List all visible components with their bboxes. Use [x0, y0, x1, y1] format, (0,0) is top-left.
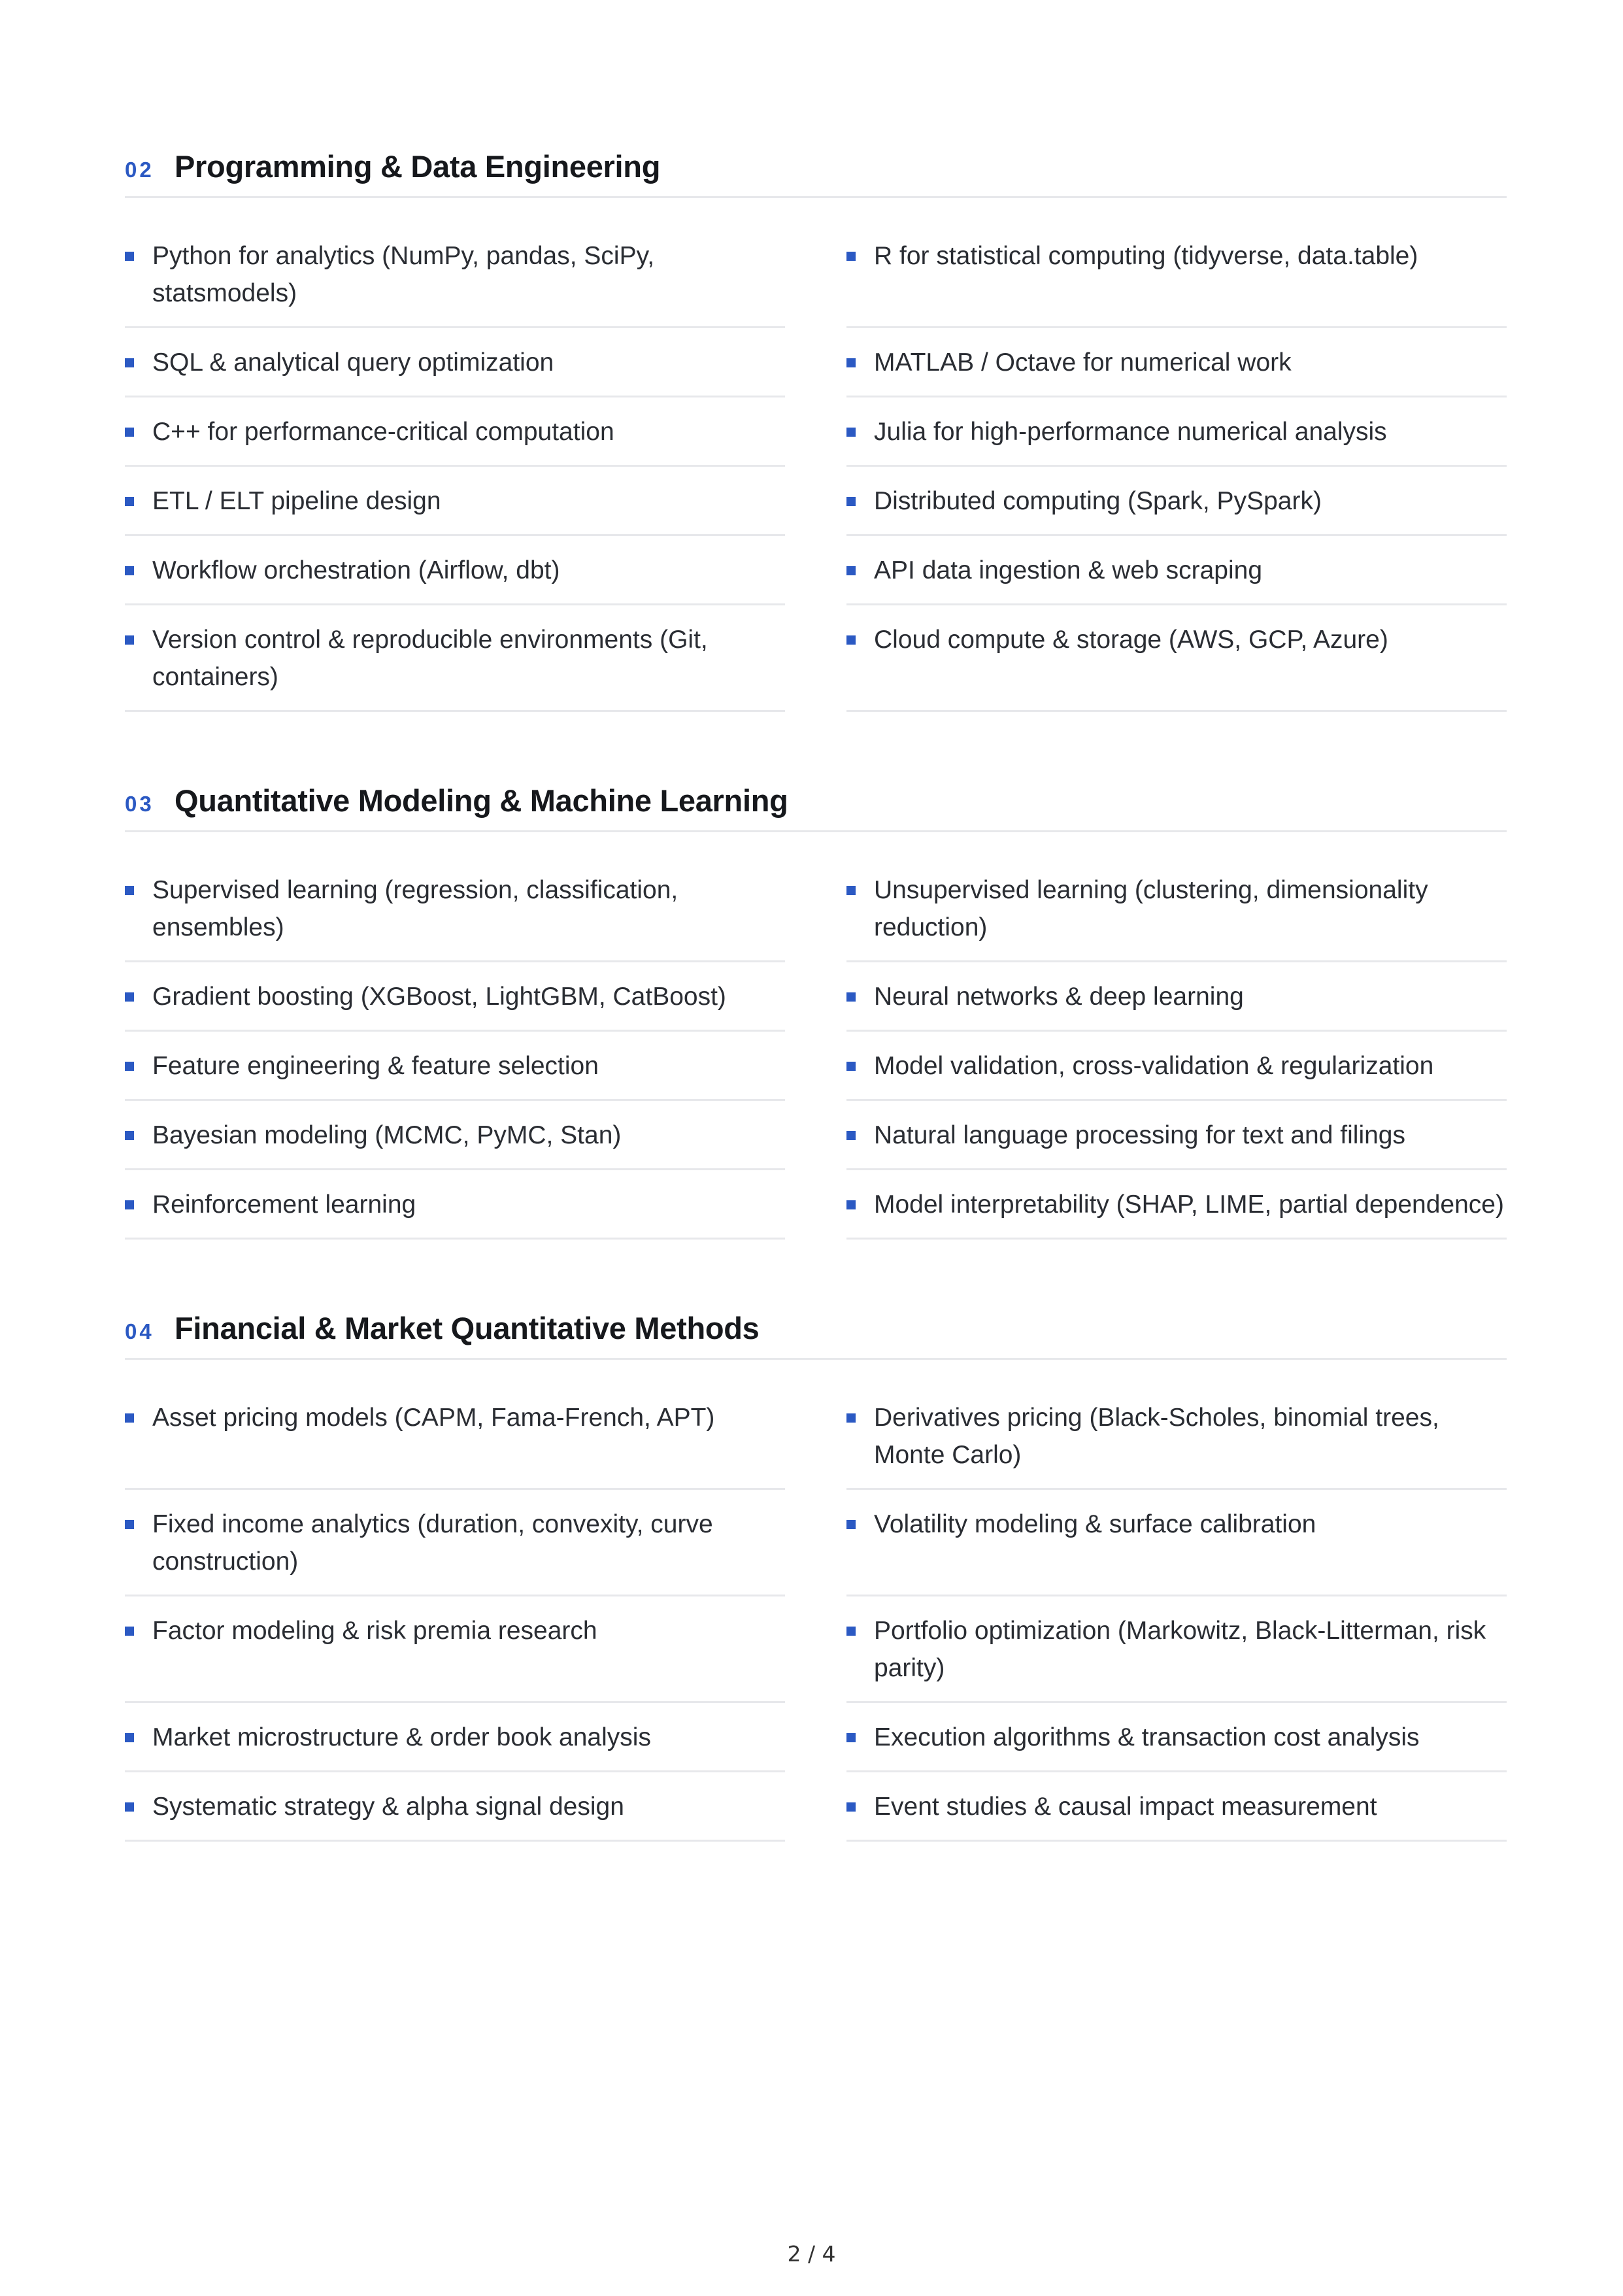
bullet-square-icon [846, 1733, 856, 1742]
bullet-square-icon [846, 1627, 856, 1636]
list-item: Portfolio optimization (Markowitz, Black-Litterman, risk parity) [846, 1596, 1507, 1703]
list-item: Systematic strategy & alpha signal design [125, 1772, 785, 1842]
list-item: MATLAB / Octave for numerical work [846, 328, 1507, 397]
section-number: 03 [125, 792, 154, 816]
bullet-square-icon [846, 992, 856, 1002]
skills-list [125, 1383, 1507, 1842]
list-item: Feature engineering & feature selection [125, 1032, 785, 1101]
list-item: Model validation, cross-validation & regularization [846, 1032, 1507, 1101]
bullet-square-icon [846, 1802, 856, 1812]
list-item: Workflow orchestration (Airflow, dbt) [125, 536, 785, 605]
bullet-square-icon [846, 252, 856, 261]
section-title: Financial & Market Quantitative Methods [175, 1311, 760, 1345]
section-title: Quantitative Modeling & Machine Learning [175, 783, 788, 818]
bullet-square-icon [125, 497, 134, 506]
list-item: C++ for performance-critical computation [125, 397, 785, 467]
list-item: R for statistical computing (tidyverse, data.table) [846, 222, 1507, 328]
list-item: Fixed income analytics (duration, convexity, curve construction) [125, 1490, 785, 1596]
bullet-square-icon [125, 886, 134, 895]
bullet-square-icon [125, 428, 134, 437]
list-item: Distributed computing (Spark, PySpark) [846, 467, 1507, 536]
list-item: Unsupervised learning (clustering, dimensionality reduction) [846, 856, 1507, 962]
section-header [125, 1296, 1507, 1360]
bullet-square-icon [846, 1520, 856, 1529]
list-item: Execution algorithms & transaction cost analysis [846, 1703, 1507, 1772]
bullet-square-icon [125, 635, 134, 645]
list-item: Derivatives pricing (Black-Scholes, binomial trees, Monte Carlo) [846, 1383, 1507, 1490]
list-item: Market microstructure & order book analysis [125, 1703, 785, 1772]
bullet-square-icon [846, 428, 856, 437]
bullet-square-icon [125, 252, 134, 261]
list-item: Reinforcement learning [125, 1170, 785, 1240]
bullet-square-icon [846, 635, 856, 645]
list-item: Gradient boosting (XGBoost, LightGBM, CatBoost) [125, 962, 785, 1032]
bullet-square-icon [125, 1131, 134, 1140]
list-item: Factor modeling & risk premia research [125, 1596, 785, 1703]
list-item: Julia for high-performance numerical analysis [846, 397, 1507, 467]
list-item: Natural language processing for text and filings [846, 1101, 1507, 1170]
bullet-square-icon [125, 358, 134, 367]
page-number: 2 / 4 [787, 2241, 836, 2267]
section-header [125, 768, 1507, 832]
bullet-square-icon [846, 358, 856, 367]
list-item: SQL & analytical query optimization [125, 328, 785, 397]
section-modeling [125, 768, 1507, 1240]
bullet-square-icon [846, 1200, 856, 1209]
list-item: Volatility modeling & surface calibration [846, 1490, 1507, 1596]
bullet-square-icon [125, 566, 134, 575]
bullet-square-icon [846, 566, 856, 575]
bullet-square-icon [846, 1413, 856, 1423]
section-financial [125, 1296, 1507, 1842]
bullet-square-icon [846, 1062, 856, 1071]
section-header [125, 134, 1507, 198]
list-item: Neural networks & deep learning [846, 962, 1507, 1032]
document-page [125, 134, 1507, 1842]
list-item: ETL / ELT pipeline design [125, 467, 785, 536]
bullet-square-icon [125, 992, 134, 1002]
bullet-square-icon [125, 1413, 134, 1423]
section-title: Programming & Data Engineering [175, 149, 661, 184]
skills-list [125, 856, 1507, 1240]
list-item: Cloud compute & storage (AWS, GCP, Azure) [846, 605, 1507, 712]
list-item: API data ingestion & web scraping [846, 536, 1507, 605]
bullet-square-icon [846, 886, 856, 895]
bullet-square-icon [125, 1062, 134, 1071]
bullet-square-icon [846, 1131, 856, 1140]
list-item: Supervised learning (regression, classification, ensembles) [125, 856, 785, 962]
bullet-square-icon [125, 1802, 134, 1812]
list-item: Python for analytics (NumPy, pandas, SciPy, statsmodels) [125, 222, 785, 328]
section-number: 04 [125, 1319, 154, 1343]
bullet-square-icon [125, 1520, 134, 1529]
bullet-square-icon [846, 497, 856, 506]
list-item: Model interpretability (SHAP, LIME, partial dependence) [846, 1170, 1507, 1240]
bullet-square-icon [125, 1627, 134, 1636]
list-item: Version control & reproducible environments (Git, containers) [125, 605, 785, 712]
section-programming [125, 134, 1507, 712]
bullet-square-icon [125, 1733, 134, 1742]
section-number: 02 [125, 158, 154, 182]
list-item: Event studies & causal impact measurement [846, 1772, 1507, 1842]
skills-list [125, 222, 1507, 712]
list-item: Asset pricing models (CAPM, Fama-French, APT) [125, 1383, 785, 1490]
list-item: Bayesian modeling (MCMC, PyMC, Stan) [125, 1101, 785, 1170]
bullet-square-icon [125, 1200, 134, 1209]
